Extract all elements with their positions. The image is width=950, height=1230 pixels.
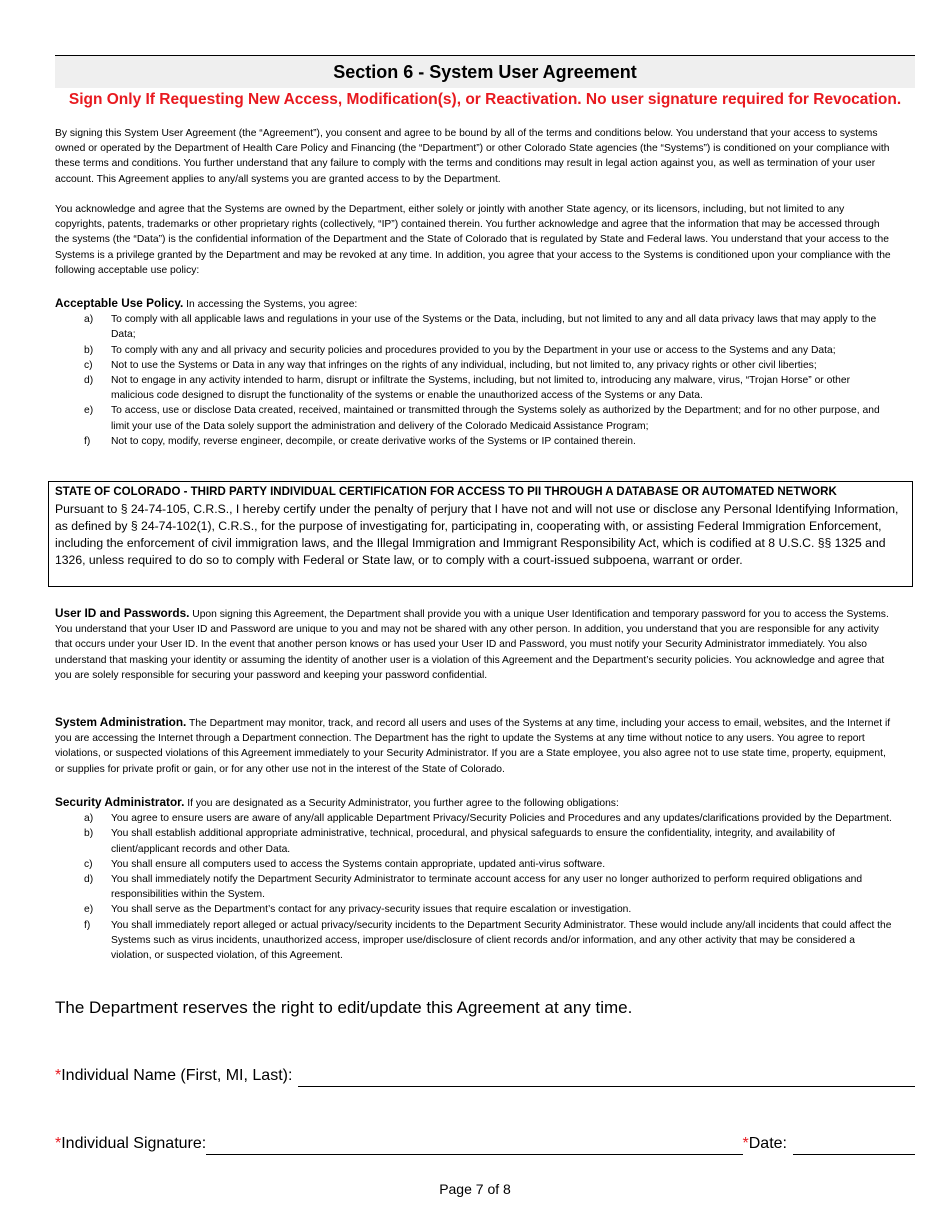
signature-row bbox=[55, 1133, 915, 1155]
list-marker: a) bbox=[84, 314, 94, 326]
user-id-heading: User ID and Passwords. bbox=[55, 606, 190, 620]
list-marker: c) bbox=[84, 359, 93, 371]
list-item-text: You shall immediately notify the Department Security Administrator to terminate account access for any user no longer authorized to perform required obligations and responsibilities within the System. bbox=[111, 874, 863, 901]
list-marker: f) bbox=[84, 435, 91, 447]
page-number: Page 7 of 8 bbox=[439, 1181, 511, 1197]
list-item-text: You shall serve as the Department’s contact for any privacy-security issues that require escalation or investigation. bbox=[111, 904, 632, 916]
list-item-text: To comply with all applicable laws and regulations in your use of the Systems or the Data, including, but not limited to any and all data privacy laws that may apply to the Data; bbox=[111, 314, 877, 341]
date-field-line[interactable] bbox=[793, 1137, 915, 1155]
aup-lead-text: In accessing the Systems, you agree: bbox=[183, 299, 358, 310]
section-title: Section 6 - System User Agreement bbox=[55, 55, 915, 88]
user-id-section bbox=[55, 606, 895, 683]
list-item bbox=[55, 373, 895, 403]
list-item-text: You shall immediately report alleged or actual privacy/security incidents to the Department Security Administrator. These would include any/all incidents that could affect the Systems such as virus incidents, unauthorized access, improper use/disclosure of client records and/or information, and any other activity that may be considered a violation, or suspected violation, of this Agreement. bbox=[111, 919, 892, 962]
required-asterisk: * bbox=[55, 1135, 62, 1152]
list-item bbox=[55, 343, 895, 358]
security-admin-heading: Security Administrator. bbox=[55, 795, 185, 809]
list-marker: a) bbox=[84, 813, 94, 825]
reserve-rights-statement: The Department reserves the right to edit/update this Agreement at any time. bbox=[55, 998, 633, 1017]
list-item-text: To comply with any and all privacy and security policies and procedures provided to you by the Department in your use or access to the Systems and any Data; bbox=[111, 344, 836, 356]
aup-heading: Acceptable Use Policy. bbox=[55, 296, 184, 310]
list-item-text: Not to copy, modify, reverse engineer, decompile, or create derivative works of the Systems or IP contained therein. bbox=[111, 435, 636, 447]
list-item bbox=[55, 434, 895, 449]
security-admin-lead-text: If you are designated as a Security Administrator, you further agree to the following obligations: bbox=[184, 798, 619, 809]
list-item-text: Not to use the Systems or Data in any way that infringes on the rights of any individual, including, but not limited to, any privacy rights or other civil liberties; bbox=[111, 359, 817, 371]
list-item bbox=[55, 811, 895, 826]
list-item bbox=[55, 358, 895, 373]
system-admin-text: The Department may monitor, track, and record all users and uses of the Systems at any time, including your access to email, websites, and the Internet if you are accessing the Internet through a Department connection. The Department has the right to update the Systems at any time without notice to any users. You agree to report violations, or suspected violations of this Agreement immediately to your Security Administrator. If you are a State employee, you also agree not to use state time, property, equipment, or supplies for private profit or gain, or for any other use not in the interest of the State of Colorado. bbox=[55, 718, 891, 775]
list-item-text: Not to engage in any activity intended to harm, disrupt or infiltrate the Systems, including, but not limited to, introducing any malware, virus, “Trojan Horse” or other malicious code designed to disrupt the functionality of the systems or enable the unauthorized access of the Systems or any Data. bbox=[111, 375, 851, 402]
certification-body: Pursuant to § 24-74-105, C.R.S., I hereby certify under the penalty of perjury that I have not and will not use or disclose any Personal Identifying Information, as defined by § 24-74-102(1), C.R.S., for the purpose of investigating for, participating in, cooperating with, or assisting Federal Immigration Enforcement, including the enforcement of civil immigration laws, and the Illegal Immigration and Immigrant Responsibility Act, which is codified at 8 U.S.C. §§ 1325 and 1326, unless required to do so to comply with Federal or State law, or to comply with a court-issued subpoena, warrant or order. bbox=[55, 502, 899, 567]
pii-certification-box bbox=[48, 481, 913, 587]
list-marker: e) bbox=[84, 405, 94, 417]
aup-lead bbox=[55, 296, 895, 312]
list-item bbox=[55, 312, 895, 342]
list-marker: b) bbox=[84, 344, 94, 356]
list-item-text: You shall ensure all computers used to access the Systems contain appropriate, updated anti-virus software. bbox=[111, 858, 606, 870]
list-item-text: You agree to ensure users are aware of any/all applicable Department Privacy/Security Policies and Procedures and any updates/clarifications provided by the Department. bbox=[111, 813, 892, 825]
user-id-text: Upon signing this Agreement, the Department shall provide you with a unique User Identification and temporary password for you to access the Systems. You understand that your User ID and Password are unique to you and may not be shared with any other person. In addition, you understand that you are responsible for any activity that occurs under your User ID. In the event that another person knows or has used your User ID and Password, you must notify your Security Administrator immediately. You also understand that masking your identity or assuming the identity of another user is a violation of this Agreement and the Department’s security policies. You acknowledge and agree that you are solely responsible for securing your password and keeping your password confidential. bbox=[55, 609, 889, 681]
security-admin-lead bbox=[55, 795, 895, 811]
system-administration-section bbox=[55, 715, 895, 777]
security-admin-list bbox=[55, 811, 895, 963]
name-field-row bbox=[55, 1065, 915, 1087]
list-item bbox=[55, 857, 895, 872]
acceptable-use-policy bbox=[55, 296, 895, 449]
list-marker: f) bbox=[84, 919, 91, 931]
intro-paragraph-2: You acknowledge and agree that the Systems are owned by the Department, either solely or jointly with another State agency, or its licensors, including, but not limited to any copyrights, patents, trademarks or other proprietary rights (collectively, “IP”) contained therein. You further acknowledge and agree that the information that may be accessed through the systems (the “Data”) is the confidential information of the Department and the State of Colorado that is regulated by State and Federal laws. You understand that your access to the Systems is a privilege granted by the Department and may be revoked at any time. In addition, you agree that your access to the Systems is conditioned upon your compliance with the following acceptable use policy: bbox=[55, 204, 891, 276]
signature-field-label: Individual Signature: bbox=[61, 1135, 207, 1152]
list-marker: c) bbox=[84, 858, 93, 870]
signature-field-line[interactable] bbox=[206, 1137, 742, 1155]
security-administrator-section bbox=[55, 795, 895, 963]
list-marker: e) bbox=[84, 904, 94, 916]
name-field-line[interactable] bbox=[298, 1069, 915, 1087]
system-admin-heading: System Administration. bbox=[55, 715, 187, 729]
list-item bbox=[55, 872, 895, 902]
list-item-text: You shall establish additional appropriate administrative, technical, procedural, and physical safeguards to ensure the confidentiality, integrity, and availability of client/applicant records and other Data. bbox=[111, 828, 835, 855]
certification-title: STATE OF COLORADO - THIRD PARTY INDIVIDUAL CERTIFICATION FOR ACCESS TO PII THROUGH A DATABASE OR AUTOMATED NETWORK bbox=[55, 486, 837, 498]
intro-paragraph-1: By signing this System User Agreement (the “Agreement”), you consent and agree to be bound by all of the terms and conditions below. You understand that your access to systems owned or operated by the Department of Health Care Policy and Financing (the “Department”) or other Colorado State agencies (the “Systems”) is conditioned on your compliance with these terms and conditions. You further understand that any failure to comply with the terms and conditions may result in legal action against you, as well as termination of your user account. This Agreement applies to any/all systems you are granted access to by the Department. bbox=[55, 128, 890, 185]
list-item bbox=[55, 902, 895, 917]
list-item bbox=[55, 918, 895, 964]
required-asterisk: * bbox=[742, 1135, 749, 1152]
aup-list bbox=[55, 312, 895, 449]
list-marker: d) bbox=[84, 375, 94, 387]
list-marker: b) bbox=[84, 828, 94, 840]
list-item-text: To access, use or disclose Data created, received, maintained or transmitted through the Systems solely as authorized by the Department; and for no other purpose, and limit your use of the Data solely support the administration and delivery of the Colorado Medicaid Assistance Program; bbox=[111, 405, 880, 432]
list-item bbox=[55, 826, 895, 856]
name-field-label: Individual Name (First, MI, Last): bbox=[61, 1067, 293, 1084]
list-marker: d) bbox=[84, 874, 94, 886]
date-field-label: Date: bbox=[748, 1135, 787, 1152]
list-item bbox=[55, 403, 895, 433]
sign-instruction-note: Sign Only If Requesting New Access, Modification(s), or Reactivation. No user signature required for Revocation. bbox=[68, 91, 902, 108]
required-asterisk: * bbox=[55, 1067, 62, 1084]
